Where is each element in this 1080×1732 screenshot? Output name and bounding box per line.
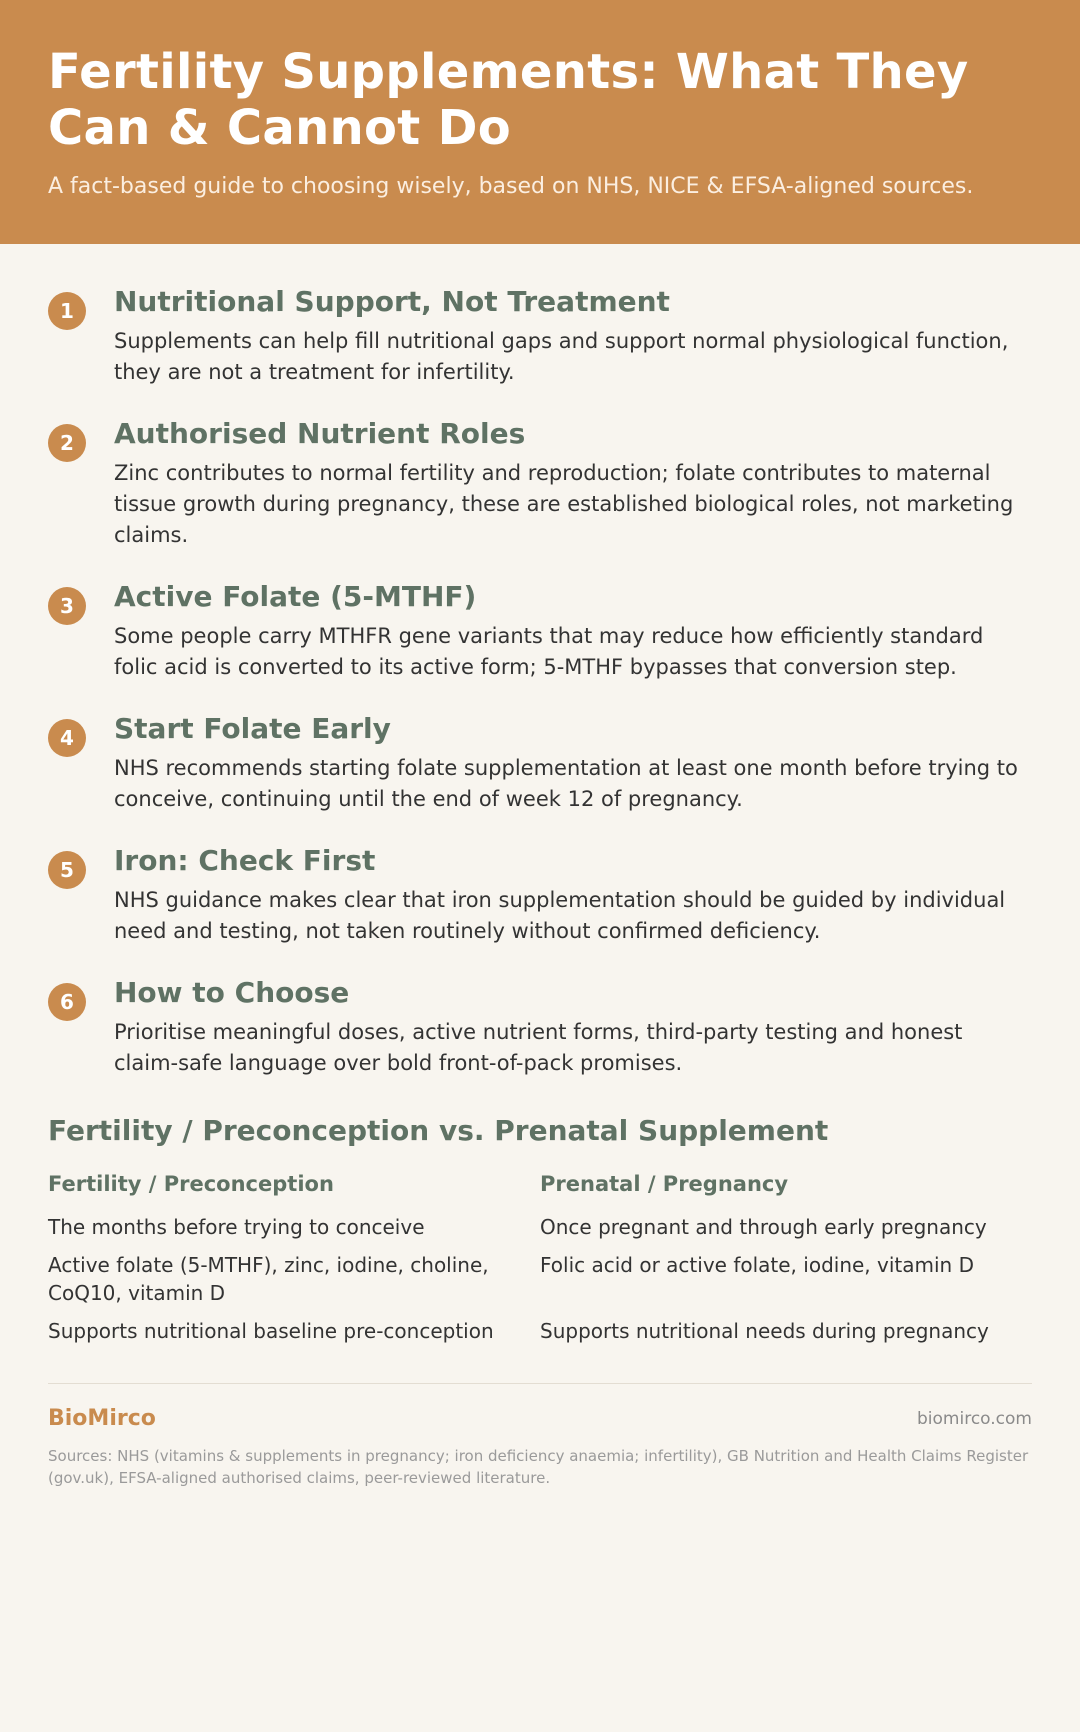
step-number-badge: 2 — [48, 424, 86, 462]
step-text: NHS recommends starting folate supplementation at least one month before trying to conceive, continuing until the end of week 12 of pregnancy. — [114, 756, 1018, 811]
comparison-right-heading: Prenatal / Pregnancy — [540, 1172, 789, 1196]
step-number-badge: 5 — [48, 851, 86, 889]
comparison-cell: The months before trying to conceive — [48, 1215, 425, 1239]
step-text: NHS guidance makes clear that iron supplementation should be guided by individual need and testing, not taken routinely without confirmed deficiency. — [114, 888, 1006, 943]
step-text: Supplements can help fill nutritional gaps and support normal physiological function, they are not a treatment for infertility. — [114, 329, 1009, 384]
step-item — [48, 975, 1032, 1079]
footer-divider — [48, 1383, 1032, 1384]
page-footer — [48, 1406, 1032, 1489]
comparison-title: Fertility / Preconception vs. Prenatal Supplement — [48, 1114, 829, 1147]
step-title: How to Choose — [114, 976, 350, 1009]
page-header — [0, 0, 1080, 244]
comparison-cell: Active folate (5-MTHF), zinc, iodine, choline, CoQ10, vitamin D — [48, 1253, 489, 1305]
comparison-table — [48, 1169, 1032, 1355]
step-title: Active Folate (5-MTHF) — [114, 580, 477, 613]
comparison-cell: Supports nutritional baseline pre-conception — [48, 1319, 494, 1343]
step-number-badge: 4 — [48, 719, 86, 757]
brand-name: BioMirco — [48, 1406, 156, 1431]
step-text: Prioritise meaningful doses, active nutrient forms, third-party testing and honest claim-safe language over bold front-of-pack promises. — [114, 1020, 963, 1075]
step-number-badge: 6 — [48, 983, 86, 1021]
step-item — [48, 579, 1032, 683]
step-number-badge: 1 — [48, 292, 86, 330]
step-item — [48, 416, 1032, 551]
step-item — [48, 711, 1032, 815]
step-title: Authorised Nutrient Roles — [114, 417, 526, 450]
step-text: Zinc contributes to normal fertility and reproduction; folate contributes to maternal tissue growth during pregnancy, these are established biological roles, not marketing claims. — [114, 461, 1014, 547]
comparison-cell: Once pregnant and through early pregnancy — [540, 1215, 987, 1239]
step-title: Iron: Check First — [114, 844, 376, 877]
step-item — [48, 843, 1032, 947]
page-title: Fertility Supplements: What They Can & Cannot Do — [48, 44, 969, 156]
step-title: Nutritional Support, Not Treatment — [114, 285, 670, 318]
step-item — [48, 284, 1032, 388]
sources-note: Sources: NHS (vitamins & supplements in pregnancy; iron deficiency anaemia; infertility), GB Nutrition and Health Claims Register (gov.uk), EFSA-aligned authorised claims, peer-reviewed literature. — [48, 1447, 1029, 1487]
step-text: Some people carry MTHFR gene variants that may reduce how efficiently standard folic acid is converted to its active form; 5-MTHF bypasses that conversion step. — [114, 624, 984, 679]
main-content — [0, 244, 1080, 1489]
comparison-left-heading: Fertility / Preconception — [48, 1172, 334, 1196]
page-subtitle: A fact-based guide to choosing wisely, based on NHS, NICE & EFSA-aligned sources. — [48, 174, 974, 199]
step-number-badge: 3 — [48, 587, 86, 625]
comparison-cell: Folic acid or active folate, iodine, vitamin D — [540, 1253, 974, 1277]
step-title: Start Folate Early — [114, 712, 391, 745]
comparison-cell: Supports nutritional needs during pregnancy — [540, 1319, 989, 1343]
website-link[interactable]: biomirco.com — [917, 1408, 1032, 1429]
